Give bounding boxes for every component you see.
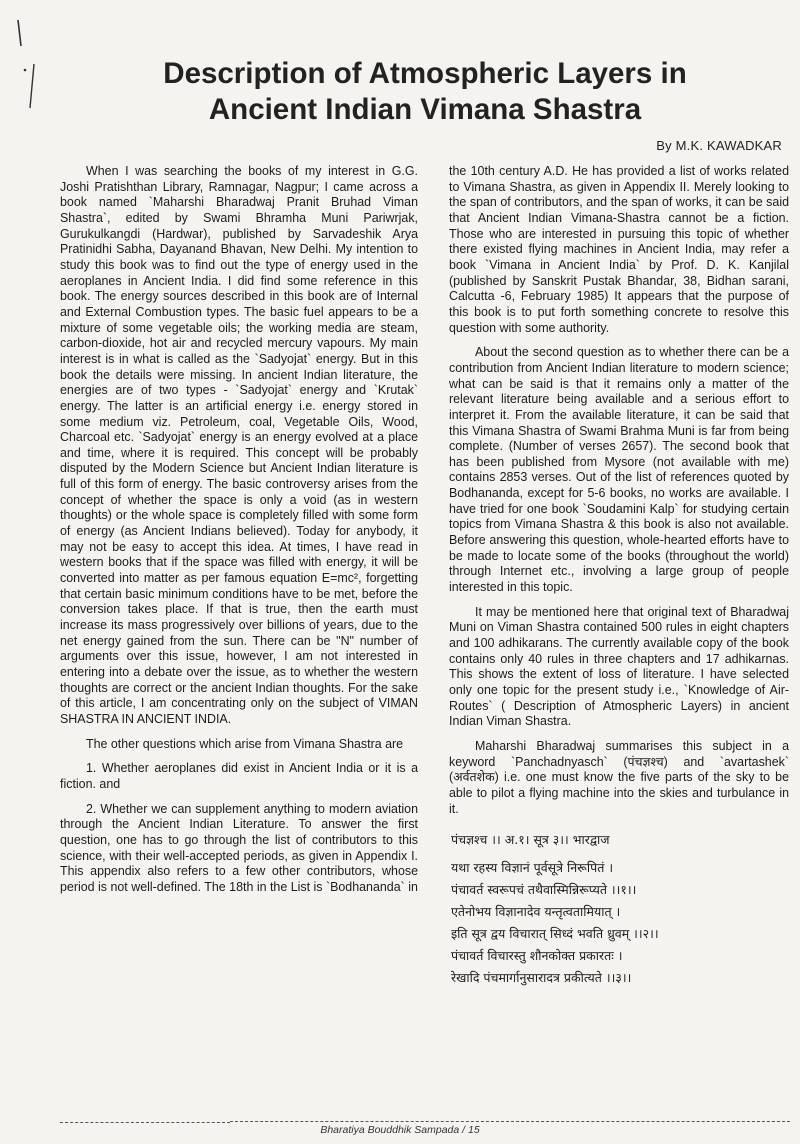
verse-line-1: यथा रहस्य विज्ञानं पूर्वसूत्रे निरूपितं । [451,860,614,876]
right-paragraph-4: Maharshi Bharadwaj summarises this subject in a keyword `Panchadnyasch` (पंचज्ञश्च) and `avartashek` (अर्वतशेक) i.e. one must know the five parts of the sky to be able to pilot a flying machine into the skies and turbulance in it. [449,738,789,816]
author-byline: By M.K. KAWADKAR [656,138,782,153]
verse-line-6: रेखादि पंचमार्गानुसारादत्र प्रकीत्यते ।।३।। [451,970,632,986]
left-paragraph-2: The other questions which arise from Vimana Shastra are [86,736,404,751]
left-paragraph-3: 1. Whether aeroplanes did exist in Ancient India or it is a fiction. and [60,761,418,791]
right-paragraph-2: About the second question as to whether there can be a contribution from Ancient Indian literature to modern science; what can be said is that it remains only a matter of the relevant literature being available and a serious effort to interpret it. From the available literature, it can be said that this Vimana Shastra of Swami Brahma Muni is far from being complete. (Number of verses 2657). The second book that has been published from Mysore (not available with me) contains 2853 verses. Out of the list of references quoted by Bodhananda, except for 5-6 books, no works are available. I have tried for one book `Soudamini Kalp` for studying certain topics from Vimana Shastra & this book is also not available. Before answering this question, whole-hearted efforts have to be made to locate some of the books (throughout the world) through Internet etc., involving a large group of people interested in this topic. [449,345,789,595]
left-paragraph-4: 2. Whether we can supplement anything to modern aviation through the Ancient Indian Literature. To answer the first question, one has to go through the list of contributors to this science, with their well-accepted periods, as given in Appendix I. This appendix also refers to a few other contributors, whose period is not well-defined. The 18th in the List is `Bodhananda` in [60,801,418,894]
verse-line-2: पंचावर्त स्वरूपचं तथैवास्मिन्निरूप्यते ।।१।। [451,882,637,898]
verse-line-5: पंचावर्त विचारस्तु शौनकोक्त प्रकारतः । [451,948,623,964]
verse-line-4: इति सूत्र द्वय विचारात् सिध्दं भवति ध्रुवम् ।।२।। [451,926,659,942]
article-title [90,56,760,128]
title-line-1: Description of Atmospheric Layers in [163,57,687,90]
margin-pen-marks [14,16,44,126]
right-column [449,164,789,989]
footer-dashed-rule [230,1121,790,1122]
footer-dashed-rule-left [60,1122,230,1123]
left-column [60,164,418,896]
right-paragraph-3: It may be mentioned here that original text of Bharadwaj Muni on Viman Shastra contained 500 rules in eight chapters and 100 adhikarans. The currently available copy of the book contains only 40 rules in three chapters and 17 adhikarnas. This shows the extent of loss of literature. I have selected only one topic for the present study i.e., `Knowledge of Air-Routes` ( Description of Atmospheric Layers) in ancient Indian Viman Shastra. [449,604,789,729]
page-footer: Bharatiya Bouddhik Sampada / 15 [320,1124,480,1136]
right-paragraph-1: the 10th century A.D. He has provided a list of works related to Vimana Shastra, as given in Appendix II. Merely looking to the span of contributors, and the span of works, it can be said that Ancient Indian Vimana-Shastra cannot be a fiction. Those who are interested in pursuing this topic of whether there existed flying machines in Ancient India, may refer a book `Vimana in Ancient India` by Prof. D. K. Kanjilal (published by Sanskrit Pustak Bhandar, 38, Bidhan sarani, Calcutta -6, February 1985) It appears that the purpose of this book is to put forth something concrete to resolve this question with some authority. [449,164,789,335]
sanskrit-verse [449,829,789,989]
left-paragraph-1: When I was searching the books of my interest in G.G. Joshi Pratishthan Library, Ramnagar, Nagpur; I came across a book named `Maharshi Bharadwaj Pranit Bruhad Viman Shastra`, edited by Swami Bhramha Muni Pariwrjak, Gurukulkangdi (Hardwar), published by Sarvadeshik Arya Pratinidhi Sabha, Dayanand Bhavan, New Delhi. My intention to study this book was to find out the type of energy used in the aeroplanes in Ancient India. I did find some reference in this book. The energy sources described in this book are of Internal and External Combustion types. The basic fuel appears to be a mixture of some vegetable oils; the working media are steam, carbon-dioxide, hot air and recycled mercury vapours. My main interest is in what is called as the `Sadyojat` energy. But in this book the details were missing. In ancient Indian literature, the energies are of two types - `Sadyojat` energy and `Krutak` energy. The latter is an artificial energy i.e. energy stored in some medium viz. Petroleum, coal, Vegetable Oils, Wood, Charcoal etc. `Sadyojat` energy is an energy evolved at a place and time, where it is required. This concept will be probably disputed by the Modern Science but Ancient Indian literature is full of this form of energy. The basic controversy arises from the concept of whether the space is only a void (as in western thoughts) or the whole space is completely filled with some form of energy (as Ancient Indians believed). Today for anybody, it may not be easy to accept this idea. At times, I have read in western books that if the space was filled with energy, it will be converted into matter as per famous equation E=mc², forgetting that certain basic minimum conditions have to be met, before the conversion takes place. If that is true, then the earth must increase its mass progressively over billions of years, due to the net energy gained from the sun. There can be "N" number of arguments over this issue, however, I am not interested in entering into a debate over the issue, as to whether the western thoughts are correct or the ancient Indian thoughts. For the sake of this article, I am concentrating only on the subject of VIMAN SHASTRA IN ANCIENT INDIA. [60,164,418,726]
verse-heading: पंचज्ञश्च ।। अ.१। सूत्र ३।। भारद्वाज [451,832,610,848]
verse-line-3: एतेनोभय विज्ञानादेव यन्तृत्वतामियात् । [451,904,621,920]
title-line-2: Ancient Indian Vimana Shastra [208,93,642,126]
